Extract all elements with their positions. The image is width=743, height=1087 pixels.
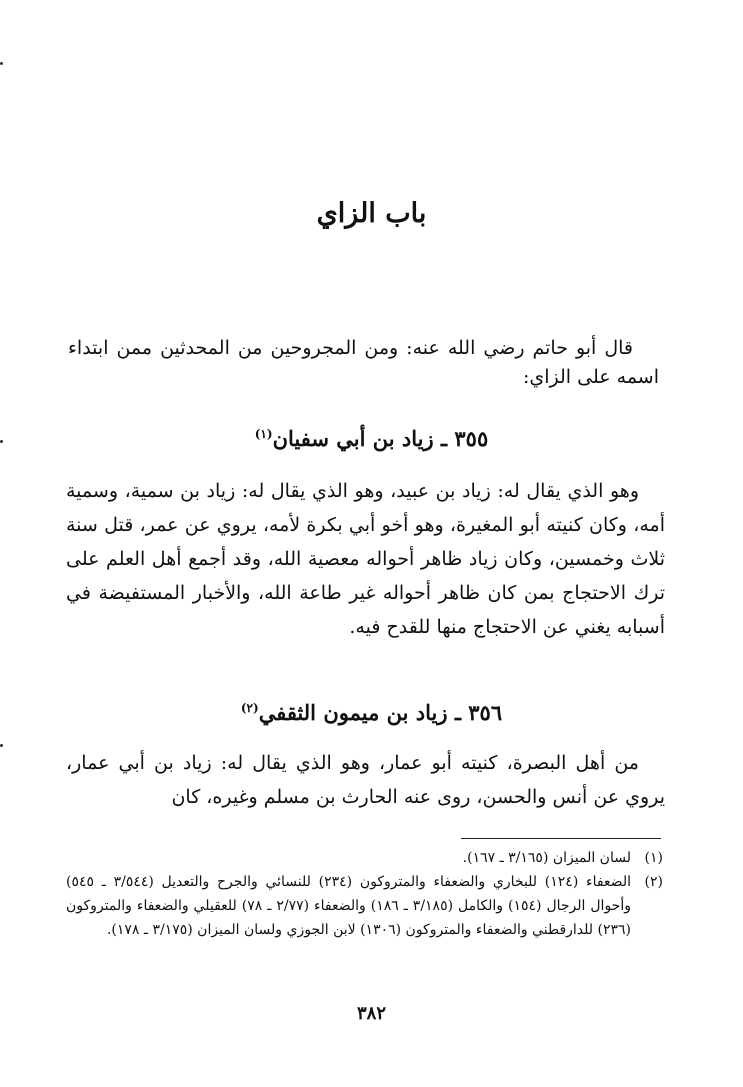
intro-paragraph: قال أبو حاتم رضي الله عنه: ومن المجروحين من المحدثين ممن ابتداء اسمه على الزاي:: [68, 337, 659, 388]
footnote-number: (١): [644, 850, 663, 866]
entry-heading: [0, 700, 743, 725]
footnote-text: الضعفاء (١٢٤) للبخاري والضعفاء والمتروكون (٢٣٤) للنسائي والجرح والتعديل (٣/٥٤٤ ـ ٥٤٥) وأحوال الرجال (١٥٤) والكامل (٣/١٨٥ ـ ١٨٦) والضعفاء (٢/٧٧ ـ ٧٨) للعقيلي والضعفاء والمتروكون (٢٣٦) للدارقطني والضعفاء والمتروكون (١٣٠٦) لابن الجوزي ولسان الميزان (٣/١٧٥ ـ ١٧٨).: [66, 874, 631, 938]
margin-dot: [0, 744, 3, 747]
entry-heading-text: ٣٥٥ ـ زياد بن أبي سفيان: [272, 426, 489, 451]
page-number: ٣٨٢: [356, 1003, 386, 1024]
entry-heading: [0, 426, 743, 451]
footnote-reference: (٢): [240, 701, 259, 715]
margin-dot: [0, 62, 3, 65]
footnotes: [66, 846, 663, 942]
footnote-reference: (١): [254, 427, 273, 441]
footnote-number: (٢): [644, 874, 663, 890]
footnote-item: [66, 846, 663, 870]
entry-heading-text: ٣٥٦ ـ زياد بن ميمون الثقفي: [258, 700, 503, 725]
entry-body: وهو الذي يقال له: زياد بن عبيد، وهو الذي يقال له: زياد بن سمية، وسمية أمه، وكان كنيته أبو المغيرة، وهو أخو أبي بكرة لأمه، يروي عن عمر، قتل سنة ثلاث وخمسين، وكان زياد ظاهر أحواله معصية الله، وقد أجمع أهل العلم على ترك الاحتجاج بمن كان ظاهر أحواله غير طاعة الله، والأخبار المستفيضة في أسبابه يغني عن الاحتجاج منها للقدح فيه.: [66, 480, 665, 638]
footnote-item: [66, 870, 663, 942]
entry-body: من أهل البصرة، كنيته أبو عمار، وهو الذي يقال له: زياد بن أبي عمار، يروي عن أنس والحسن، روى عنه الحارث بن مسلم وغيره، كان: [66, 752, 665, 808]
footnote-separator: [461, 838, 661, 839]
chapter-title: باب الزاي: [316, 198, 427, 229]
footnote-text: لسان الميزان (٣/١٦٥ ـ ١٦٧).: [462, 850, 631, 866]
